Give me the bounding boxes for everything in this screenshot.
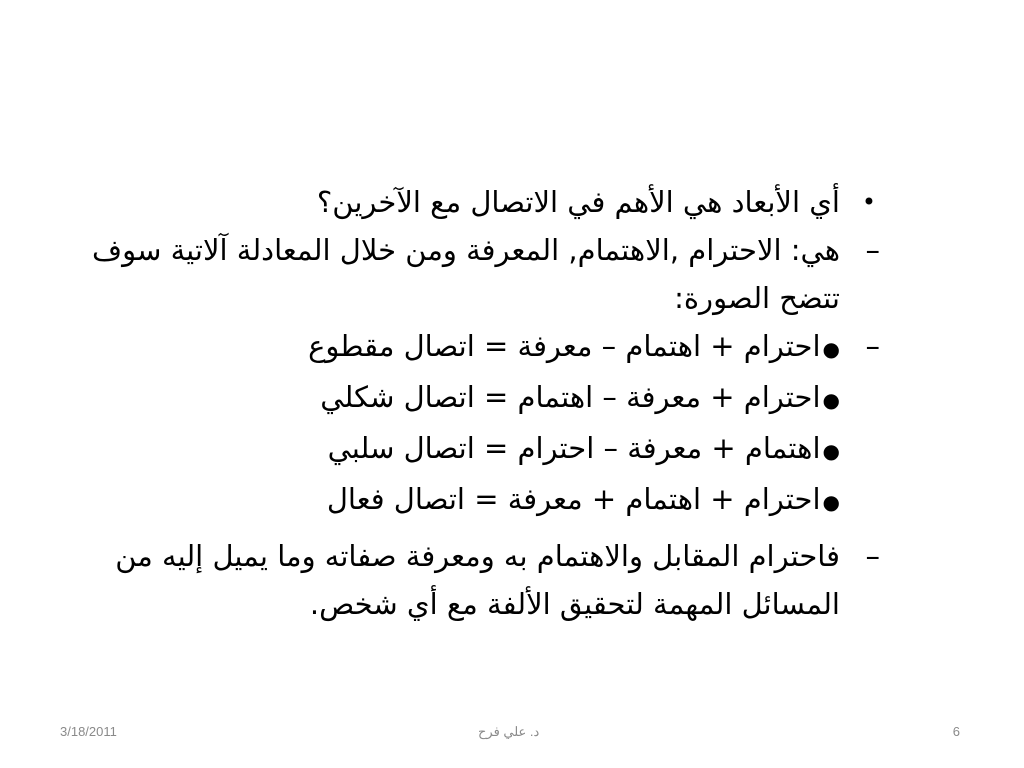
- equation-item: [30, 475, 840, 526]
- equation-bullet: ●: [822, 490, 840, 514]
- question-text: أي الأبعاد هي الأهم في الاتصال مع الآخرين؟: [316, 185, 840, 219]
- footer-date: 3/18/2011: [60, 724, 117, 739]
- equation-bullet: ●: [822, 439, 840, 463]
- equation-text: احترام + اهتمام – معرفة = اتصال مقطوع: [308, 329, 821, 363]
- answer-item: [30, 226, 890, 322]
- footer-author: د. علي فرح: [478, 724, 540, 739]
- bullet-marker: •: [861, 188, 876, 216]
- answer-text: هي: الاحترام ,الاهتمام, المعرفة ومن خلال المعادلة آلاتية سوف تتضح الصورة:: [92, 233, 840, 315]
- slide-body: [30, 178, 890, 628]
- dash-marker: –: [865, 539, 880, 573]
- equation-text: احترام + اهتمام + معرفة = اتصال فعال: [326, 482, 821, 516]
- equation-bullet: ●: [822, 337, 840, 361]
- conclusion-item: [30, 532, 890, 628]
- equation-text: اهتمام + معرفة – احترام = اتصال سلبي: [327, 431, 821, 465]
- equation-bullet: ●: [822, 388, 840, 412]
- equations-list: [30, 322, 890, 526]
- equation-item: [30, 322, 840, 373]
- footer-page-number: 6: [952, 724, 960, 739]
- equation-text: احترام + معرفة – اهتمام = اتصال شكلي: [320, 380, 821, 414]
- equation-item: [30, 424, 840, 475]
- dash-marker: –: [865, 329, 880, 363]
- question-bullet: [30, 178, 890, 226]
- dash-marker: –: [865, 233, 880, 267]
- conclusion-text: فاحترام المقابل والاهتمام به ومعرفة صفاته وما يميل إليه من المسائل المهمة لتحقيق الألفة مع أي شخص.: [115, 539, 840, 621]
- equation-item: [30, 373, 840, 424]
